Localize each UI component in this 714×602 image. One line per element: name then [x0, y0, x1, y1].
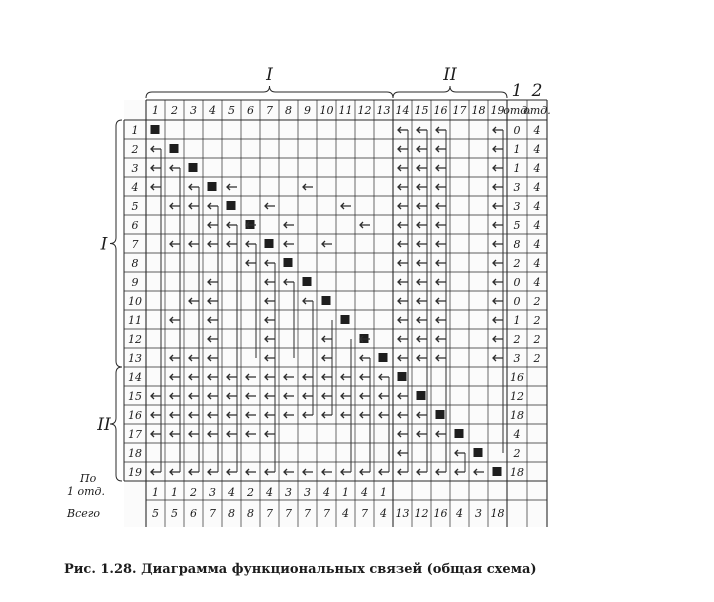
extra-column-number: 2	[531, 81, 543, 101]
bottom-row2-value: 8	[228, 507, 235, 520]
extra-col2-value: 4	[533, 124, 541, 137]
extra-column-label: отд.	[523, 104, 551, 117]
extra-col2-value: 4	[533, 200, 541, 213]
extra-column-label: отд.	[503, 104, 531, 117]
column-number: 4	[209, 104, 216, 117]
bottom-row1-value: 1	[380, 486, 387, 499]
column-number: 9	[304, 104, 311, 117]
column-number: 18	[471, 104, 486, 117]
group-i-top-brace	[146, 86, 393, 98]
diagonal-marker	[170, 144, 179, 153]
bottom-row2-value: 6	[190, 507, 197, 520]
bottom-row1-value: 2	[247, 486, 254, 499]
row-number: 9	[131, 276, 139, 289]
column-number: 2	[171, 104, 178, 117]
column-number: 13	[376, 104, 391, 117]
bottom-row1-value: 4	[361, 486, 368, 499]
diagonal-marker	[227, 201, 236, 210]
row-number: 4	[131, 181, 139, 194]
diagonal-marker	[493, 467, 502, 476]
extra-col2-value: 4	[533, 143, 541, 156]
extra-col2-value: 2	[533, 333, 541, 346]
extra-col1-value: 3	[513, 352, 521, 365]
row-number: 19	[128, 466, 142, 479]
extra-col1-value: 3	[513, 181, 521, 194]
column-number: 3	[190, 104, 197, 117]
row-number: 13	[128, 352, 142, 365]
bottom-row1-value: 2	[190, 486, 197, 499]
extra-col1-value: 18	[510, 466, 524, 479]
group-ii-top-label: II	[443, 65, 457, 85]
bottom-row2-value: 7	[304, 507, 311, 520]
diagonal-marker	[398, 372, 407, 381]
row-number: 2	[131, 143, 139, 156]
bottom-row1-value: 4	[228, 486, 235, 499]
diagonal-marker	[474, 448, 483, 457]
extra-col1-value: 0	[513, 124, 521, 137]
extra-col2-value: 4	[533, 219, 541, 232]
extra-col2-value: 4	[533, 162, 541, 175]
row-number: 12	[128, 333, 142, 346]
extra-col1-value: 4	[513, 428, 521, 441]
bottom-row2-value: 3	[475, 507, 482, 520]
bottom-row1-value: 3	[304, 486, 311, 499]
row-number: 3	[131, 162, 139, 175]
extra-col1-value: 1	[513, 314, 521, 327]
row-number: 17	[128, 428, 142, 441]
group-i-side-label: I	[100, 234, 108, 255]
diagonal-marker	[265, 239, 274, 248]
row-number: 15	[128, 390, 142, 403]
group-i-top-label: I	[266, 65, 273, 85]
column-number: 17	[452, 104, 467, 117]
group-ii-side-label: II	[97, 415, 111, 435]
bottom-row1-value: 1	[152, 486, 159, 499]
diagonal-marker	[436, 410, 445, 419]
bottom-row2-value: 5	[152, 507, 159, 520]
extra-col1-value: 8	[513, 238, 521, 251]
diagonal-marker	[455, 429, 464, 438]
bottom-row2-value: 4	[380, 507, 387, 520]
column-number: 1	[152, 104, 159, 117]
diagonal-marker	[208, 182, 217, 191]
extra-col1-value: 2	[513, 447, 521, 460]
diagonal-marker	[417, 391, 426, 400]
extra-col1-value: 2	[513, 257, 521, 270]
extra-col2-value: 2	[533, 314, 541, 327]
column-number: 19	[490, 104, 505, 117]
extra-col1-value: 1	[513, 143, 521, 156]
table-background	[124, 100, 547, 527]
bottom-row2-value: 12	[414, 507, 429, 520]
bottom-row2-value: 4	[456, 507, 463, 520]
extra-column-number: 1	[511, 81, 523, 101]
row-number: 11	[128, 314, 142, 327]
column-number: 6	[247, 104, 254, 117]
diagonal-marker	[322, 296, 331, 305]
bottom-row2-value: 7	[285, 507, 292, 520]
column-number: 5	[228, 104, 235, 117]
column-number: 16	[433, 104, 448, 117]
bottom-row2-value: 7	[361, 507, 368, 520]
extra-col1-value: 0	[513, 295, 521, 308]
column-number: 11	[338, 104, 353, 117]
extra-col1-value: 1	[513, 162, 521, 175]
column-number: 15	[414, 104, 429, 117]
bottom-row2-label: Всего	[67, 507, 100, 520]
bottom-row2-value: 7	[266, 507, 273, 520]
row-number: 14	[128, 371, 142, 384]
extra-col1-value: 0	[513, 276, 521, 289]
column-number: 10	[319, 104, 334, 117]
bottom-row2-value: 13	[395, 507, 410, 520]
extra-col1-value: 2	[513, 333, 521, 346]
bottom-row1-value: 3	[209, 486, 216, 499]
bottom-row1-value: 4	[266, 486, 273, 499]
column-number: 14	[395, 104, 410, 117]
bottom-row2-value: 4	[342, 507, 349, 520]
bottom-row2-value: 16	[433, 507, 448, 520]
diagonal-marker	[151, 125, 160, 134]
extra-col1-value: 12	[510, 390, 524, 403]
bottom-row1-label: По	[80, 472, 97, 485]
column-number: 7	[266, 104, 273, 117]
extra-col2-value: 4	[533, 257, 541, 270]
bottom-row1-value: 4	[323, 486, 330, 499]
bottom-row1-value: 1	[171, 486, 178, 499]
extra-col2-value: 2	[533, 295, 541, 308]
group-ii-side-brace	[110, 367, 122, 481]
extra-col1-value: 5	[513, 219, 521, 232]
extra-col2-value: 4	[533, 276, 541, 289]
group-ii-top-brace	[393, 86, 507, 98]
bottom-row1-value: 3	[285, 486, 292, 499]
diagonal-marker	[284, 258, 293, 267]
row-number: 6	[131, 219, 139, 232]
bottom-row2-value: 8	[247, 507, 254, 520]
extra-col2-value: 4	[533, 181, 541, 194]
bottom-row2-value: 7	[209, 507, 216, 520]
bottom-row1-label: 1 отд.	[67, 485, 106, 498]
bottom-row2-value: 7	[323, 507, 330, 520]
bottom-row1-value: 1	[342, 486, 349, 499]
figure-caption: Рис. 1.28. Диаграмма функциональных связей (общая схема)	[64, 562, 537, 577]
extra-col2-value: 4	[533, 238, 541, 251]
diagonal-marker	[189, 163, 198, 172]
row-number: 7	[131, 238, 139, 251]
extra-col1-value: 3	[513, 200, 521, 213]
extra-col2-value: 2	[533, 352, 541, 365]
column-number: 8	[285, 104, 292, 117]
bottom-row2-value: 18	[490, 507, 505, 520]
column-number: 12	[357, 104, 372, 117]
diagonal-marker	[303, 277, 312, 286]
bottom-row2-value: 5	[171, 507, 178, 520]
extra-col1-value: 16	[510, 371, 524, 384]
group-i-side-brace	[110, 120, 122, 367]
row-number: 1	[131, 124, 139, 137]
extra-col1-value: 18	[510, 409, 524, 422]
row-number: 18	[128, 447, 142, 460]
row-number: 10	[128, 295, 142, 308]
row-number: 8	[131, 257, 139, 270]
row-number: 16	[128, 409, 142, 422]
row-number: 5	[131, 200, 139, 213]
diagonal-marker	[379, 353, 388, 362]
diagonal-marker	[341, 315, 350, 324]
